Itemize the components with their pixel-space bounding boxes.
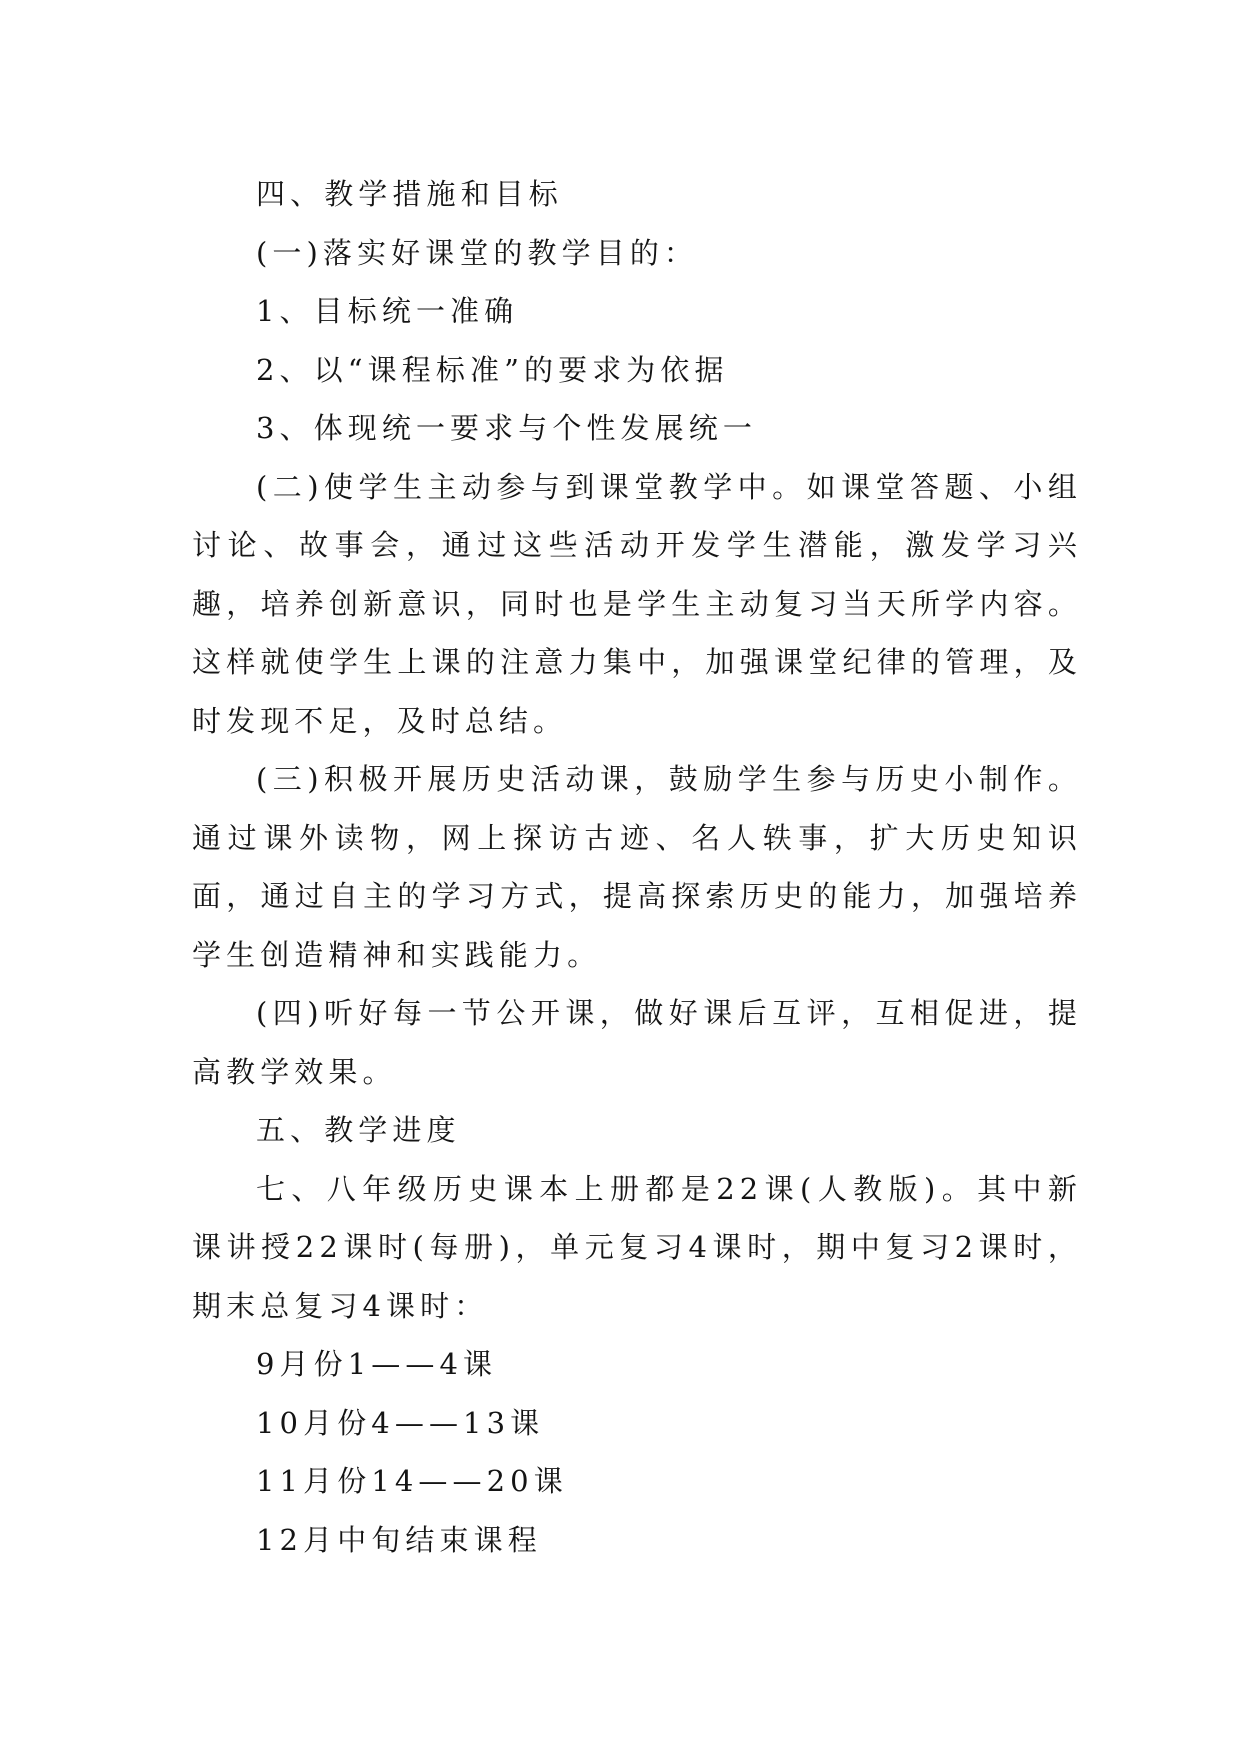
schedule-item: 9月份1——4课 xyxy=(256,1347,498,1381)
schedule-item: 10月份4——13课 xyxy=(256,1405,545,1440)
list-item: 1、目标统一准确 xyxy=(256,294,519,328)
paragraph-curriculum-overview: 七、八年级历史课本上册都是22课(人教版)。其中新课讲授22课时(每册)，单元复习4课时，期中复习2课时，期末总复习4课时： xyxy=(192,1171,1082,1323)
document-body xyxy=(192,165,1082,1569)
section-heading-teaching-measures: 四、教学措施和目标 xyxy=(256,177,563,211)
subsection-title-classroom-goals: (一)落实好课堂的教学目的： xyxy=(256,235,699,270)
paragraph-active-participation: (二)使学生主动参与到课堂教学中。如课堂答题、小组讨论、故事会，通过这些活动开发学生潜能，激发学习兴趣，培养创新意识，同时也是学生主动复习当天所学内容。这样就使学生上课的注意力集中，加强课堂纪律的管理，及时发现不足，及时总结。 xyxy=(192,469,1082,738)
section-heading-teaching-progress: 五、教学进度 xyxy=(256,1113,461,1147)
list-item: 3、体现统一要求与个性发展统一 xyxy=(256,411,757,445)
list-item: 2、以“课程标准”的要求为依据 xyxy=(256,352,729,387)
schedule-item: 12月中旬结束课程 xyxy=(256,1522,542,1557)
paragraph-open-lessons: (四)听好每一节公开课，做好课后互评，互相促进，提高教学效果。 xyxy=(192,996,1082,1089)
schedule-item: 11月份14——20课 xyxy=(256,1464,568,1498)
paragraph-history-activities: (三)积极开展历史活动课，鼓励学生参与历史小制作。通过课外读物，网上探访古迹、名人轶事，扩大历史知识面，通过自主的学习方式，提高探索历史的能力，加强培养学生创造精神和实践能力。 xyxy=(192,762,1082,972)
